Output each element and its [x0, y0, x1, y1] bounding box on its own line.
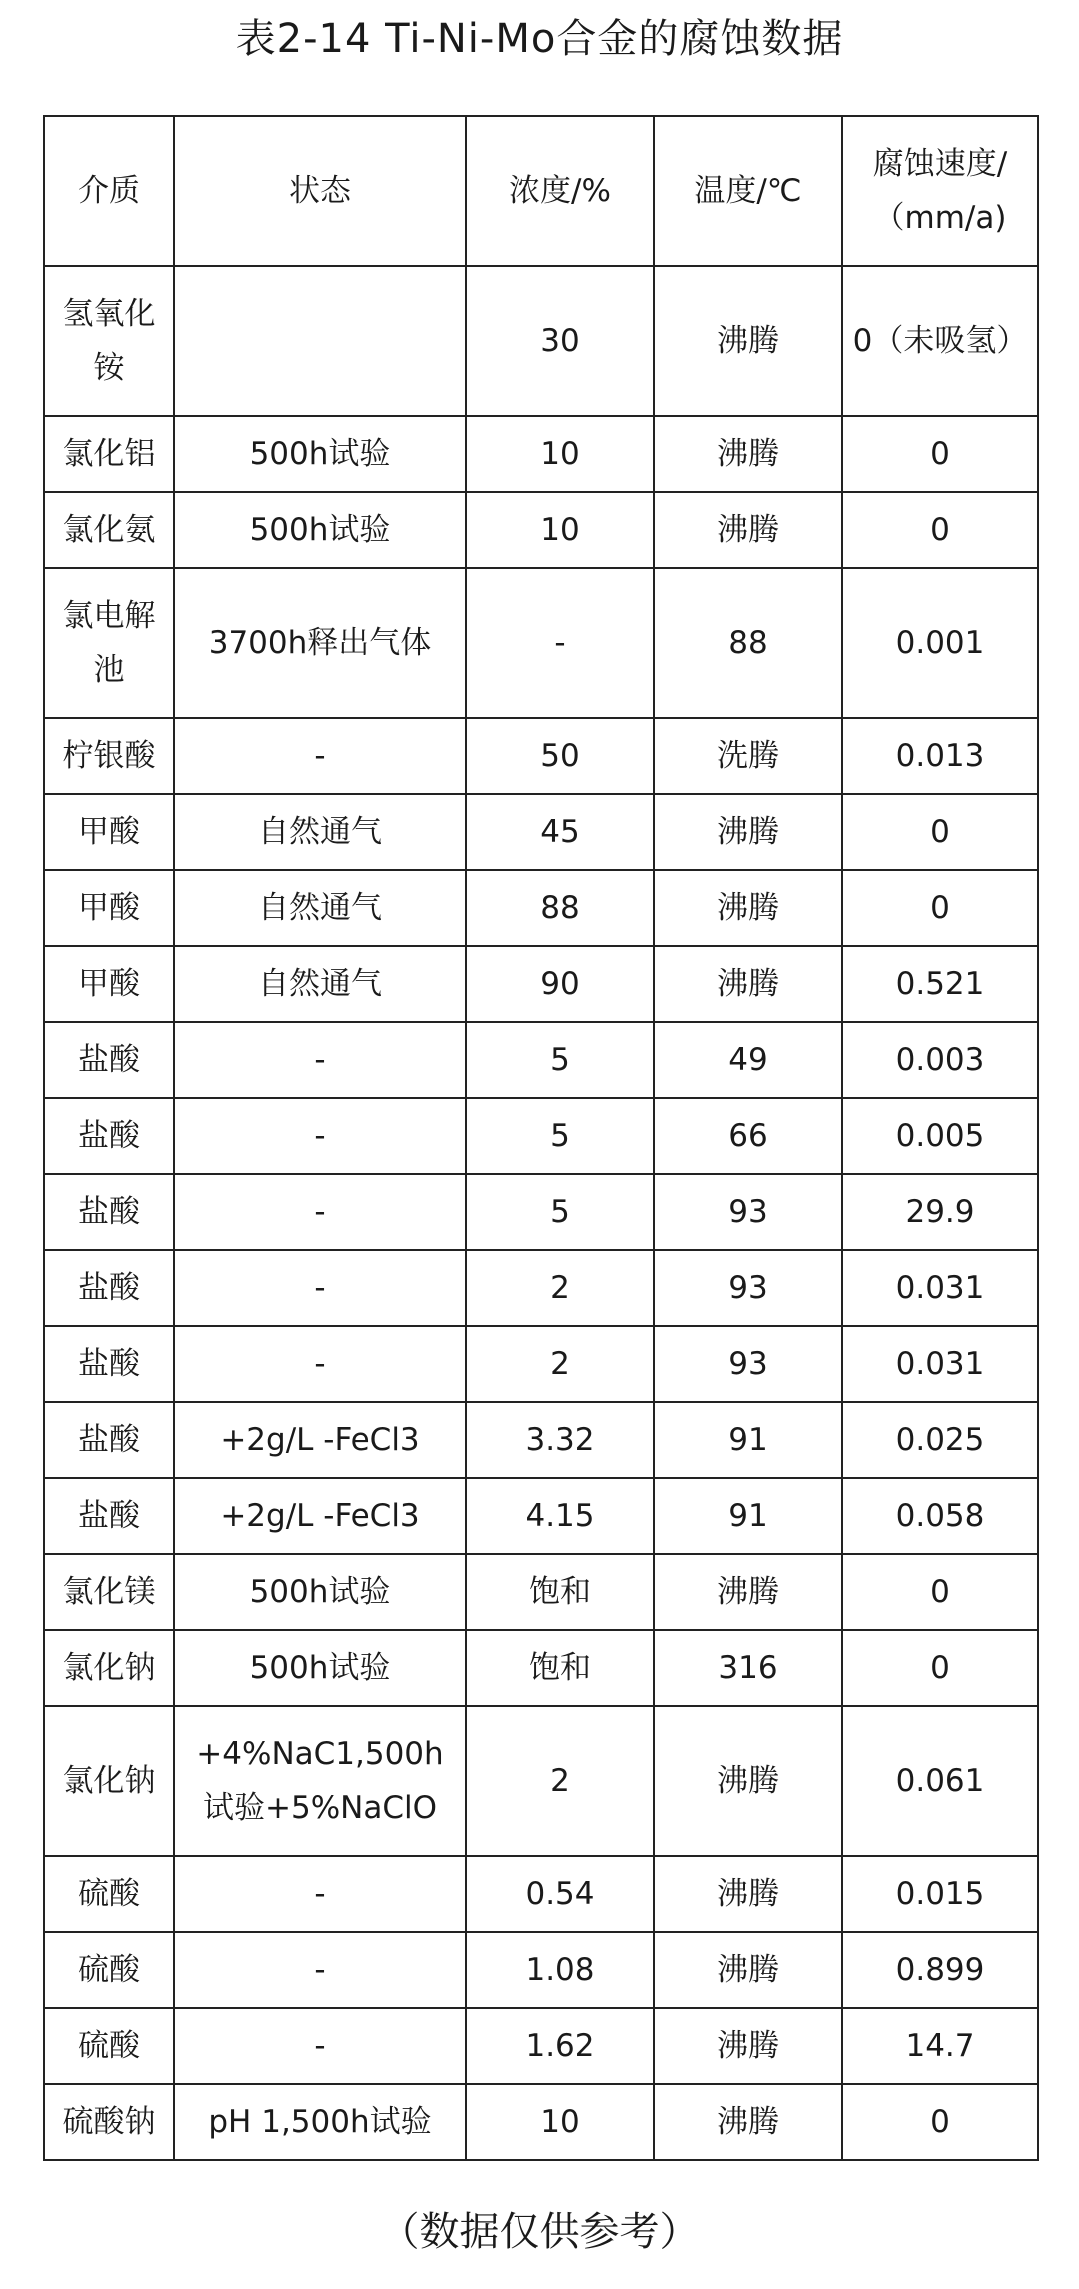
cell-corrosion-rate: 0.013 [842, 718, 1038, 794]
cell-state: 500h试验 [174, 1630, 466, 1706]
cell-temperature: 沸腾 [654, 1932, 842, 2008]
cell-corrosion-rate: 0 [842, 870, 1038, 946]
cell-medium: 氯化钠 [44, 1630, 174, 1706]
cell-concentration: 2 [466, 1326, 654, 1402]
table-row [44, 1554, 1038, 1630]
cell-concentration: 10 [466, 2084, 654, 2160]
cell-medium: 硫酸钠 [44, 2084, 174, 2160]
cell-corrosion-rate: 0.005 [842, 1098, 1038, 1174]
cell-corrosion-rate: 0.058 [842, 1478, 1038, 1554]
cell-medium: 氯化氨 [44, 492, 174, 568]
cell-corrosion-rate: 0.061 [842, 1706, 1038, 1856]
cell-concentration: 30 [466, 266, 654, 416]
cell-medium: 甲酸 [44, 794, 174, 870]
cell-concentration: 90 [466, 946, 654, 1022]
cell-medium: 盐酸 [44, 1174, 174, 1250]
cell-state: 自然通气 [174, 870, 466, 946]
cell-medium: 盐酸 [44, 1402, 174, 1478]
footer-note: （数据仅供参考） [379, 2209, 700, 2255]
table-row [44, 1250, 1038, 1326]
cell-concentration: 饱和 [466, 1630, 654, 1706]
cell-state: pH 1,500h试验 [174, 2084, 466, 2160]
table-row [44, 1022, 1038, 1098]
cell-temperature: 91 [654, 1478, 842, 1554]
cell-state: 500h试验 [174, 1554, 466, 1630]
cell-concentration: 0.54 [466, 1856, 654, 1932]
cell-corrosion-rate: 0 [842, 1630, 1038, 1706]
table-header-row [44, 116, 1038, 266]
cell-corrosion-rate: 0.031 [842, 1326, 1038, 1402]
cell-state: - [174, 1326, 466, 1402]
table-row [44, 718, 1038, 794]
cell-concentration: 45 [466, 794, 654, 870]
cell-medium: 硫酸 [44, 1932, 174, 2008]
cell-concentration: 5 [466, 1098, 654, 1174]
cell-medium: 盐酸 [44, 1478, 174, 1554]
cell-temperature: 沸腾 [654, 1856, 842, 1932]
table-row [44, 946, 1038, 1022]
cell-state [174, 266, 466, 416]
table-row [44, 266, 1038, 416]
cell-state: 3700h释出气体 [174, 568, 466, 718]
cell-temperature: 93 [654, 1174, 842, 1250]
cell-medium: 盐酸 [44, 1098, 174, 1174]
cell-temperature: 88 [654, 568, 842, 718]
cell-medium: 盐酸 [44, 1326, 174, 1402]
table-row [44, 492, 1038, 568]
cell-temperature: 沸腾 [654, 2084, 842, 2160]
cell-concentration: 50 [466, 718, 654, 794]
cell-medium: 柠银酸 [44, 718, 174, 794]
corrosion-data-table [43, 115, 1039, 2161]
cell-concentration: 饱和 [466, 1554, 654, 1630]
cell-temperature: 沸腾 [654, 1554, 842, 1630]
cell-temperature: 91 [654, 1402, 842, 1478]
header-corrosion-rate: 腐蚀速度/（mm/a) [842, 116, 1038, 266]
table-row [44, 794, 1038, 870]
cell-corrosion-rate: 0（未吸氢） [842, 266, 1038, 416]
table-row [44, 1932, 1038, 2008]
cell-medium: 硫酸 [44, 2008, 174, 2084]
cell-temperature: 沸腾 [654, 946, 842, 1022]
cell-medium: 硫酸 [44, 1856, 174, 1932]
table-row [44, 2084, 1038, 2160]
cell-concentration: 88 [466, 870, 654, 946]
cell-medium: 氯化钠 [44, 1706, 174, 1856]
cell-temperature: 沸腾 [654, 492, 842, 568]
cell-corrosion-rate: 0.001 [842, 568, 1038, 718]
cell-medium: 甲酸 [44, 870, 174, 946]
cell-state: +4%NaC1,500h试验+5%NaClO [174, 1706, 466, 1856]
cell-temperature: 49 [654, 1022, 842, 1098]
cell-concentration: 5 [466, 1174, 654, 1250]
table-body [44, 266, 1038, 2160]
cell-corrosion-rate: 0.899 [842, 1932, 1038, 2008]
cell-temperature: 沸腾 [654, 870, 842, 946]
cell-medium: 盐酸 [44, 1022, 174, 1098]
cell-concentration: 2 [466, 1706, 654, 1856]
cell-medium: 氢氧化铵 [44, 266, 174, 416]
cell-temperature: 93 [654, 1326, 842, 1402]
cell-concentration: 10 [466, 492, 654, 568]
cell-state: - [174, 1022, 466, 1098]
header-temperature: 温度/℃ [654, 116, 842, 266]
cell-corrosion-rate: 14.7 [842, 2008, 1038, 2084]
cell-temperature: 沸腾 [654, 794, 842, 870]
cell-medium: 氯化镁 [44, 1554, 174, 1630]
table-title: 表2-14 Ti-Ni-Mo合金的腐蚀数据 [235, 16, 844, 62]
cell-state: - [174, 1856, 466, 1932]
table-row [44, 416, 1038, 492]
cell-temperature: 316 [654, 1630, 842, 1706]
header-concentration: 浓度/% [466, 116, 654, 266]
cell-state: +2g/L -FeCl3 [174, 1478, 466, 1554]
cell-concentration: 1.08 [466, 1932, 654, 2008]
cell-medium: 盐酸 [44, 1250, 174, 1326]
table-row [44, 1856, 1038, 1932]
cell-state: - [174, 1174, 466, 1250]
cell-state: - [174, 1250, 466, 1326]
cell-corrosion-rate: 0.031 [842, 1250, 1038, 1326]
cell-state: - [174, 1932, 466, 2008]
cell-corrosion-rate: 0 [842, 794, 1038, 870]
cell-concentration: 2 [466, 1250, 654, 1326]
cell-concentration: - [466, 568, 654, 718]
cell-corrosion-rate: 0 [842, 492, 1038, 568]
cell-temperature: 沸腾 [654, 1706, 842, 1856]
cell-state: - [174, 2008, 466, 2084]
cell-temperature: 66 [654, 1098, 842, 1174]
table-row [44, 1478, 1038, 1554]
cell-medium: 甲酸 [44, 946, 174, 1022]
cell-temperature: 沸腾 [654, 2008, 842, 2084]
cell-state: 自然通气 [174, 946, 466, 1022]
cell-corrosion-rate: 0 [842, 2084, 1038, 2160]
cell-state: 500h试验 [174, 492, 466, 568]
cell-medium: 氯电解池 [44, 568, 174, 718]
table-row [44, 568, 1038, 718]
cell-concentration: 1.62 [466, 2008, 654, 2084]
header-state: 状态 [174, 116, 466, 266]
table-row [44, 1098, 1038, 1174]
cell-concentration: 3.32 [466, 1402, 654, 1478]
cell-corrosion-rate: 0.015 [842, 1856, 1038, 1932]
table-row [44, 1402, 1038, 1478]
cell-state: 500h试验 [174, 416, 466, 492]
cell-corrosion-rate: 0.521 [842, 946, 1038, 1022]
header-medium: 介质 [44, 116, 174, 266]
cell-corrosion-rate: 0 [842, 1554, 1038, 1630]
table-row [44, 2008, 1038, 2084]
cell-concentration: 10 [466, 416, 654, 492]
cell-corrosion-rate: 29.9 [842, 1174, 1038, 1250]
cell-state: 自然通气 [174, 794, 466, 870]
cell-concentration: 4.15 [466, 1478, 654, 1554]
cell-temperature: 93 [654, 1250, 842, 1326]
cell-state: - [174, 1098, 466, 1174]
table-row [44, 870, 1038, 946]
table-row [44, 1326, 1038, 1402]
cell-temperature: 沸腾 [654, 266, 842, 416]
cell-medium: 氯化铝 [44, 416, 174, 492]
cell-state: - [174, 718, 466, 794]
cell-corrosion-rate: 0.025 [842, 1402, 1038, 1478]
cell-concentration: 5 [466, 1022, 654, 1098]
table-row [44, 1630, 1038, 1706]
cell-corrosion-rate: 0 [842, 416, 1038, 492]
cell-temperature: 沸腾 [654, 416, 842, 492]
cell-temperature: 洗腾 [654, 718, 842, 794]
cell-state: +2g/L -FeCl3 [174, 1402, 466, 1478]
table-row [44, 1706, 1038, 1856]
table-row [44, 1174, 1038, 1250]
cell-corrosion-rate: 0.003 [842, 1022, 1038, 1098]
